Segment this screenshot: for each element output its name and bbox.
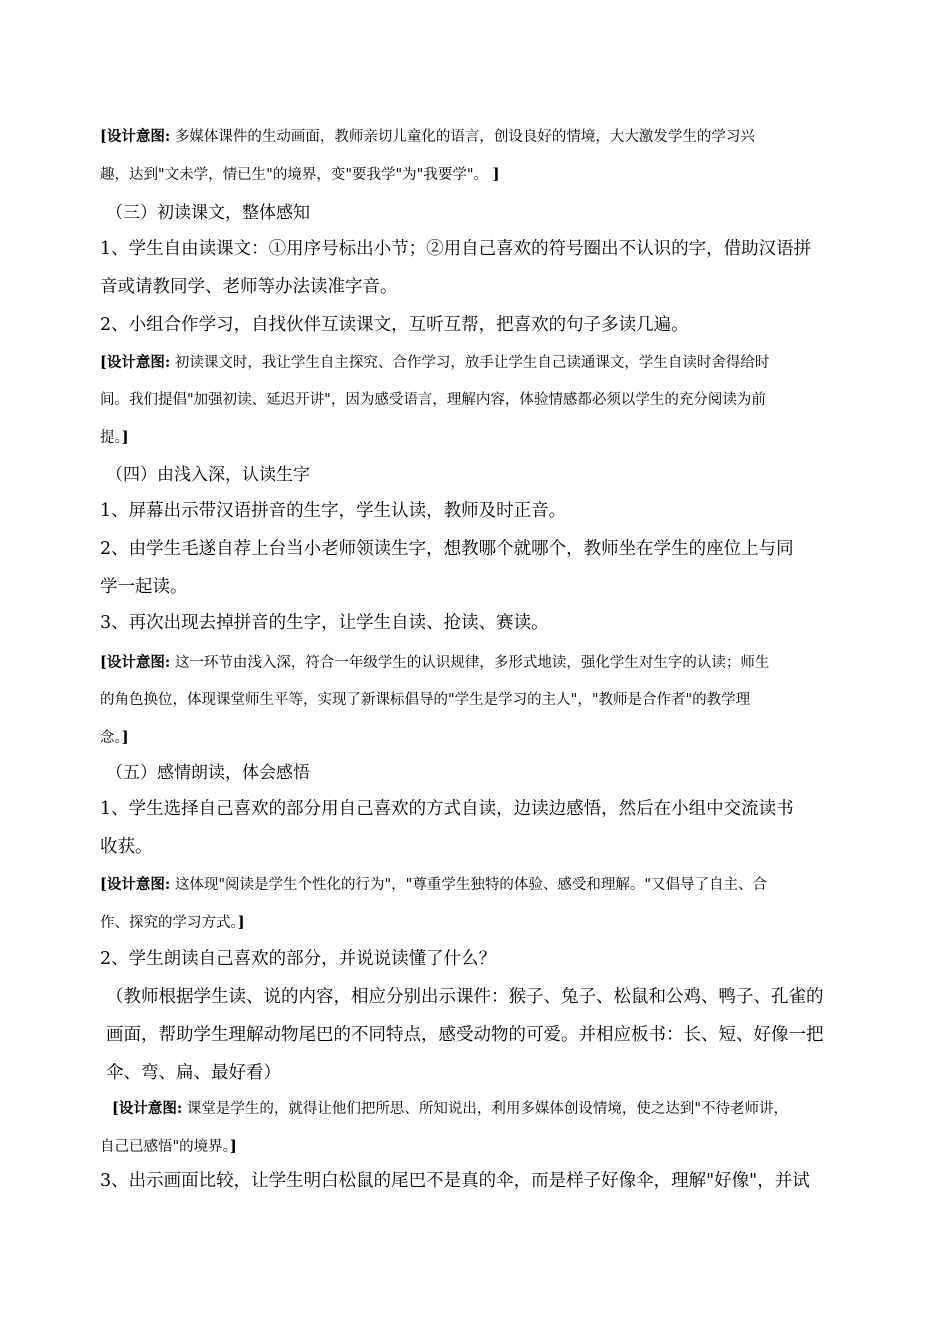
design-intent-note	[100, 1090, 860, 1166]
paragraph: 1、学生自由读课文：①用序号标出小节；②用自己喜欢的符号圈出不认识的字，借助汉语拼 音或请教同学、老师等办法读准字音。	[100, 239, 812, 297]
note-close: ]	[229, 1138, 237, 1155]
note-close: ]	[237, 914, 245, 931]
note-line: 念。]	[100, 729, 129, 746]
section-heading: （四）由浅入深，认读生字	[106, 465, 310, 485]
note-close: ]	[121, 429, 129, 446]
note-line: 作、探究的学习方式。]	[100, 914, 245, 931]
paragraph: 2、小组合作学习，自找伙伴互读课文，互听互帮，把喜欢的句子多读几遍。	[100, 315, 689, 335]
section-heading: （三）初读课文，整体感知	[106, 203, 310, 223]
paragraph: 2、学生朗读自己喜欢的部分，并说说读懂了什么？	[100, 949, 497, 969]
design-intent-note	[100, 866, 860, 942]
note-line: [设计意图: 多媒体课件的生动画面，教师亲切儿童化的语言，创设良好的情境，大大激发学生的学习兴	[100, 128, 755, 145]
note-line: 提。]	[100, 429, 129, 446]
paragraph: 3、出示画面比较，让学生明白松鼠的尾巴不是真的伞，而是样子好像伞，理解"好像"，并试	[100, 1171, 810, 1191]
note-tag: [设计意图:	[100, 354, 171, 371]
note-tag: [设计意图:	[112, 1100, 183, 1117]
note-close: ]	[121, 729, 129, 746]
paragraph: 3、再次出现去掉拼音的生字，让学生自读、抢读、赛读。	[100, 613, 549, 633]
note-tag: [设计意图:	[100, 654, 171, 671]
note-line: 趣，达到"文未学，情已生"的境界，变"要我学"为"我要学"。 ]	[100, 166, 500, 183]
note-line: 自己已感悟"的境界。]	[100, 1138, 237, 1155]
design-intent-note: [设计意图: 初读课文时，我让学生自主探究、合作学习，放手让学生自己读通课文，学生自读时舍得给时 间。我们提倡"加强初读、延迟开讲"，因为感受语言，理解内容，体验情感都必须以学生的充分阅读为前 提。]	[100, 344, 860, 457]
note-line: [设计意图: 这体现"阅读是学生个性化的行为"，"尊重学生独特的体验、感受和理解。"又倡导了自主、合	[100, 876, 768, 893]
design-intent-note: [设计意图: 这一环节由浅入深，符合一年级学生的认识规律，多形式地读，强化学生对生字的认读；师生 的角色换位，体现课堂师生平等，实现了新课标倡导的"学生是学习的主人"，"教师是合作者"的教学理 念。]	[100, 644, 860, 757]
note-line: [设计意图: 初读课文时，我让学生自主探究、合作学习，放手让学生自己读通课文，学生自读时舍得给时	[100, 354, 770, 371]
paragraph: 1、屏幕出示带汉语拼音的生字，学生认读，教师及时正音。	[100, 501, 567, 521]
paragraph: 2、由学生毛遂自荐上台当小老师领读生字，想教哪个就哪个，教师坐在学生的座位上与同 学一起读。	[100, 539, 794, 597]
note-tag: [设计意图:	[100, 128, 171, 145]
section-heading: （五）感情朗读，体会感悟	[106, 763, 310, 783]
note-close: ]	[492, 166, 500, 183]
paragraph: （教师根据学生读、说的内容，相应分别出示课件：猴子、兔子、松鼠和公鸡、鸭子、孔雀的 画面，帮助学生理解动物尾巴的不同特点，感受动物的可爱。并相应板书：长、短、好像一把 伞、弯、扁、最好看）	[106, 987, 824, 1083]
note-tag: [设计意图:	[100, 876, 171, 893]
design-intent-note	[100, 118, 860, 194]
paragraph: 1、学生选择自己喜欢的部分用自己喜欢的方式自读，边读边感悟，然后在小组中交流读书 收获。	[100, 799, 794, 857]
note-line: [设计意图: 这一环节由浅入深，符合一年级学生的认识规律，多形式地读，强化学生对生字的认读；师生	[100, 654, 770, 671]
note-line: [设计意图: 课堂是学生的，就得让他们把所思、所知说出，利用多媒体创设情境，使之达到"不待老师讲，	[112, 1100, 788, 1117]
